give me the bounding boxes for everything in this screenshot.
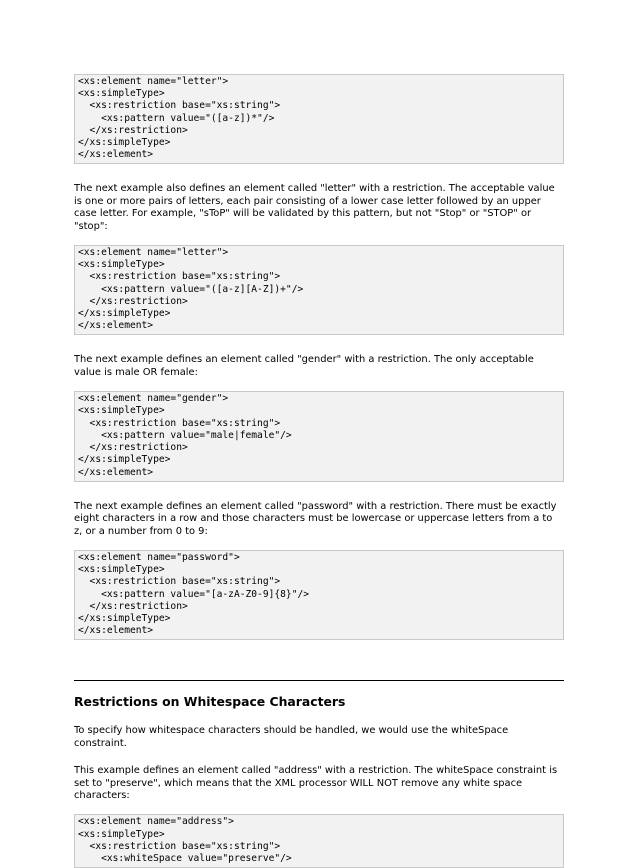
section-heading: Restrictions on Whitespace Characters bbox=[74, 694, 346, 710]
paragraph-whitespace-intro: To specify how whitespace characters should be handled, we would use the whiteSpace constraint. bbox=[74, 725, 509, 749]
code-block-gender: <xs:element name="gender"> <xs:simpleType> <xs:restriction base="xs:string"> <xs:pattern value="male|female"/> </xs:restriction> </xs:simpleType> </xs:element> bbox=[74, 391, 564, 481]
paragraph-gender: The next example defines an element called "gender" with a restriction. The only acceptable value is male OR female: bbox=[74, 354, 534, 378]
code-block-letter-pairs: <xs:element name="letter"> <xs:simpleType> <xs:restriction base="xs:string"> <xs:pattern value="([a-z][A-Z])+"/> </xs:restriction> </xs:simpleType> </xs:element> bbox=[74, 245, 564, 335]
code-block-address: <xs:element name="address"> <xs:simpleType> <xs:restriction base="xs:string"> <xs:whiteSpace value="preserve"/> bbox=[74, 814, 564, 868]
document-page bbox=[74, 74, 564, 868]
paragraph-password: The next example defines an element called "password" with a restriction. There must be exactly eight characters in a row and those characters must be lowercase or uppercase letters from a to z, or a number from 0 to 9: bbox=[74, 500, 557, 537]
paragraph-letter-pairs: The next example also defines an element called "letter" with a restriction. The acceptable value is one or more pairs of letters, each pair consisting of a lower case letter followed by an upper case letter. For example, "sToP" will be validated by this pattern, but not "Stop" or "STOP" or "stop": bbox=[74, 183, 555, 232]
paragraph-address: This example defines an element called "address" with a restriction. The whiteSpace constraint is set to "preserve", which means that the XML processor WILL NOT remove any white space characters: bbox=[74, 765, 558, 801]
code-block-password: <xs:element name="password"> <xs:simpleType> <xs:restriction base="xs:string"> <xs:pattern value="[a-zA-Z0-9]{8}"/> </xs:restriction> </xs:simpleType> </xs:element> bbox=[74, 550, 564, 640]
code-block-letter-lowercase: <xs:element name="letter"> <xs:simpleType> <xs:restriction base="xs:string"> <xs:pattern value="([a-z])*"/> </xs:restriction> </xs:simpleType> </xs:element> bbox=[74, 74, 564, 164]
